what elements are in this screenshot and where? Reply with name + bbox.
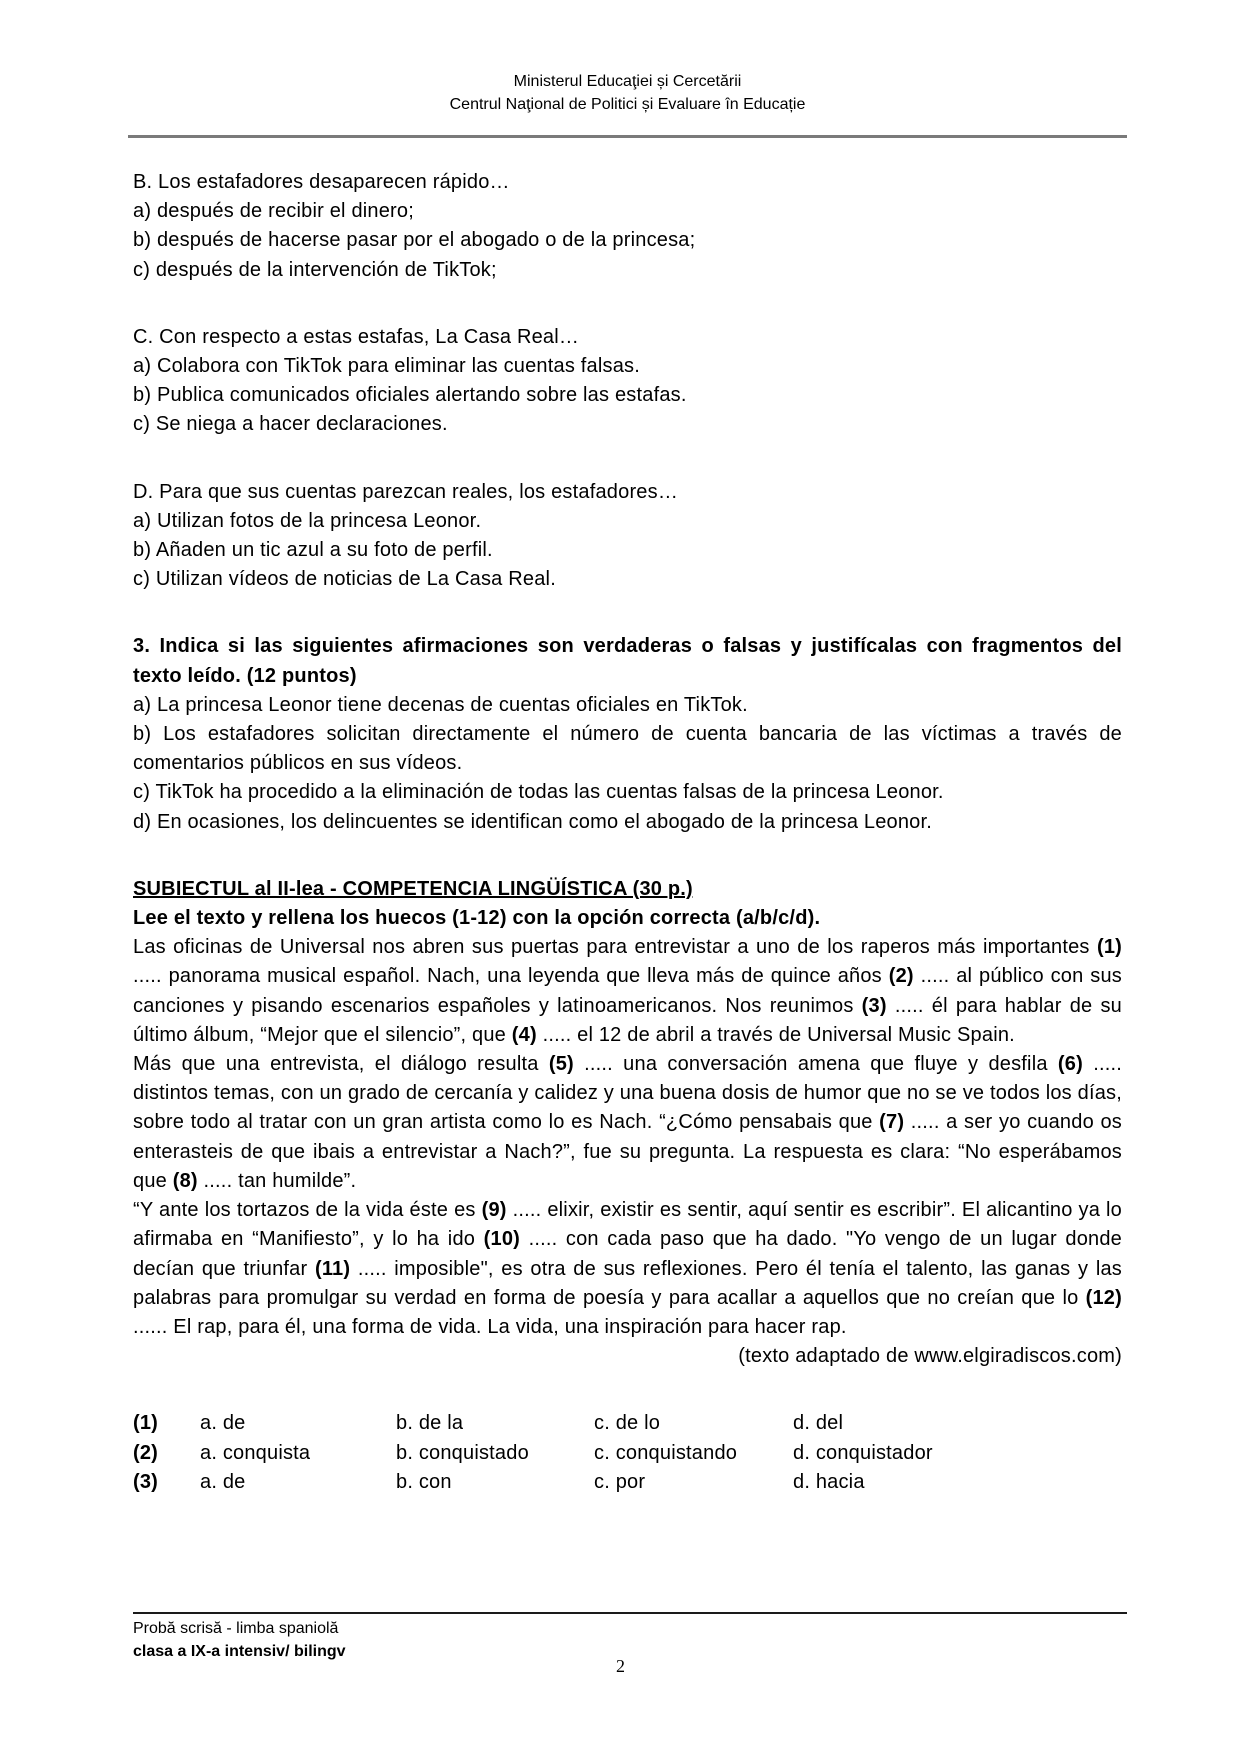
question-item-b (133, 168, 1122, 285)
question-stem: B. Los estafadores desaparecen rápido… (133, 171, 510, 193)
option-c: c. conquistando (594, 1441, 738, 1464)
option-b: b. de la (396, 1412, 464, 1435)
footer-divider (133, 1612, 1127, 1614)
question-item-c (133, 323, 1122, 440)
question-stem: D. Para que sus cuentas parezcan reales, los estafadores… (133, 480, 679, 503)
task-3 (133, 632, 1122, 836)
gap-number: (3) (133, 1470, 159, 1493)
statement-a: a) La princesa Leonor tiene decenas de cuentas oficiales en TikTok. (133, 693, 748, 716)
ministry-line: Ministerul Educaţiei și Cercetării (513, 73, 742, 90)
header-divider (128, 135, 1127, 138)
gap-number: (2) (133, 1441, 159, 1464)
gap-options-table (133, 1409, 1122, 1497)
answer-option: c) después de la intervención de TikTok; (133, 258, 497, 281)
subject-2 (133, 875, 1122, 1371)
answer-option: b) Añaden un tic azul a su foto de perfil. (133, 539, 493, 562)
question-stem: C. Con respecto a estas estafas, La Casa Real… (133, 325, 580, 348)
fill-text-paragraph-3: “Y ante los tortazos de la vida éste es (9) ..... elixir, existir es sentir, aquí sentir es escribir”. El alicantino ya lo afirmaba en “Manifiesto”, y lo ha ido (10) ..... con cada paso que ha dado. "Yo vengo de un lugar donde decían que triunfar (11) ..... imposible", es otra de sus reflexiones. Pero él tenía el talento, las ganas y las palabras para promulgar su verdad en forma de poesía y para acallar a aquellos que no creían que lo (12) ...... El rap, para él, una forma de vida. La vida, una inspiración para hacer rap. (133, 1199, 1122, 1338)
center-line: Centrul Naţional de Politici și Evaluare în Educație (449, 96, 806, 113)
option-b: b. con (396, 1470, 452, 1493)
text-source: (texto adaptado de www.elgiradiscos.com) (738, 1345, 1122, 1368)
option-a: a. de (200, 1412, 246, 1435)
answer-option: a) Colabora con TikTok para eliminar las cuentas falsas. (133, 355, 640, 378)
gap-options-row (133, 1409, 1122, 1438)
option-c: c. de lo (594, 1412, 661, 1435)
answer-option: b) Publica comunicados oficiales alertando sobre las estafas. (133, 384, 687, 407)
answer-option: a) Utilizan fotos de la princesa Leonor. (133, 509, 482, 532)
option-a: a. de (200, 1470, 246, 1493)
option-d: d. hacia (793, 1470, 865, 1493)
option-a: a. conquista (200, 1441, 311, 1464)
option-d: d. conquistador (793, 1441, 933, 1464)
page-number: 2 (616, 1656, 625, 1676)
document-header (133, 70, 1122, 116)
option-d: d. del (793, 1412, 844, 1435)
statement-c: c) TikTok ha procedido a la eliminación de todas las cuentas falsas de la princesa Leonor. (133, 781, 944, 804)
task-3-heading: 3. Indica si las siguientes afirmaciones son verdaderas o falsas y justifícalas con fragmentos del texto leído. (12 puntos) (133, 635, 1122, 687)
gap-options-row (133, 1468, 1122, 1497)
statement-b: b) Los estafadores solicitan directamente el número de cuenta bancaria de las víctimas a través de comentarios públicos en sus vídeos. (133, 723, 1122, 775)
option-b: b. conquistado (396, 1441, 529, 1464)
footer-exam-type: Probă scrisă - limba spaniolă (133, 1620, 339, 1637)
gap-options-row (133, 1439, 1122, 1468)
subject-2-title: SUBIECTUL al II-lea - COMPETENCIA LINGÜÍSTICA (30 p.) (133, 877, 693, 900)
footer-class-level: clasa a IX-a intensiv/ bilingv (133, 1642, 346, 1660)
answer-option: a) después de recibir el dinero; (133, 200, 414, 223)
question-item-d (133, 478, 1122, 595)
gap-number: (1) (133, 1412, 159, 1435)
fill-text-paragraph-1: Las oficinas de Universal nos abren sus puertas para entrevistar a uno de los raperos más importantes (1) ..... panorama musical español. Nach, una leyenda que lleva más de quince años (2) ..... al público con sus canciones y pisando escenarios españoles y latinoamericanos. Nos reunimos (3) ..... él para hablar de su último álbum, “Mejor que el silencio”, que (4) ..... el 12 de abril a través de Universal Music Spain. (133, 936, 1122, 1046)
option-c: c. por (594, 1470, 646, 1493)
answer-option: c) Se niega a hacer declaraciones. (133, 413, 448, 436)
answer-option: c) Utilizan vídeos de noticias de La Casa Real. (133, 568, 556, 591)
subject-2-instruction: Lee el texto y rellena los huecos (1-12) con la opción correcta (a/b/c/d). (133, 907, 821, 930)
fill-text-paragraph-2: Más que una entrevista, el diálogo resulta (5) ..... una conversación amena que fluye y desfila (6) ..... distintos temas, con un grado de cercanía y calidez y una buena dosis de humor que no se ve todos los días, sobre todo al tratar con un gran artista como lo es Nach. “¿Cómo pensabais que (7) ..... a ser yo cuando os enterasteis de que ibais a entrevistar a Nach?”, fue su pregunta. La respuesta es clara: “No esperábamos que (8) ..... tan humilde”. (133, 1053, 1123, 1192)
statement-d: d) En ocasiones, los delincuentes se identifican como el abogado de la princesa Leonor. (133, 810, 933, 833)
document-body (133, 168, 1122, 1497)
answer-option: b) después de hacerse pasar por el abogado o de la princesa; (133, 229, 696, 252)
